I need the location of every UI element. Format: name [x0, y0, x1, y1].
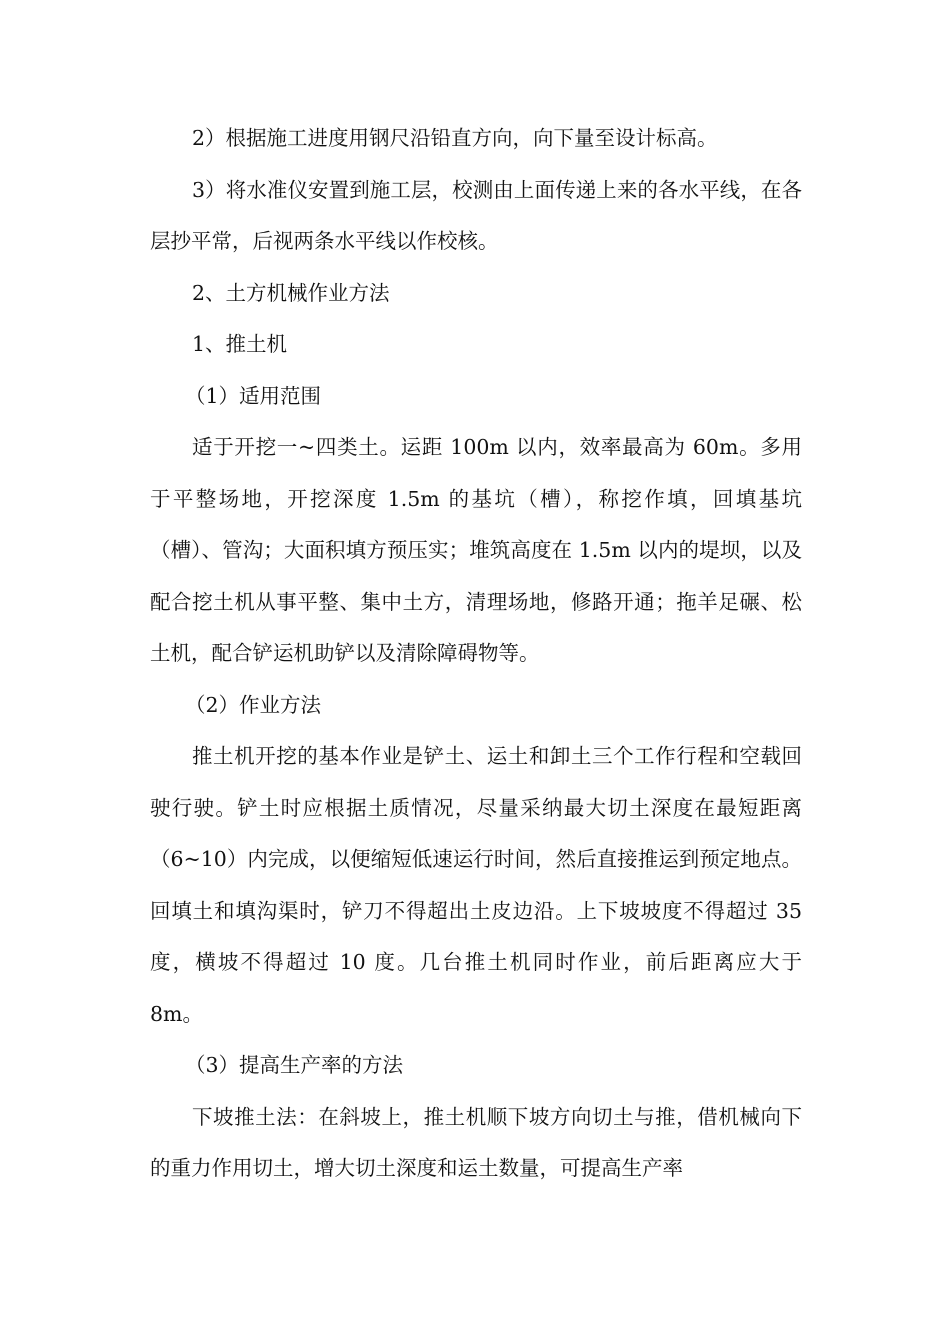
paragraph-operation-method: 推土机开挖的基本作业是铲土、运土和卸土三个工作行程和空载回驶行驶。铲土时应根据土质情况，尽量采纳最大切土深度在最短距离（6~10）内完成，以便缩短低速运行时间，然后直接推运到预定地点。回填土和填沟渠时，铲刀不得超出土皮边沿。上下坡坡度不得超过 35 度，横坡不得超过 10 度。几台推土机同时作业，前后距离应大于 8m。	[150, 744, 802, 1026]
section-heading-earthwork-methods: 2、土方机械作业方法	[192, 280, 390, 305]
subsection-heading-bulldozer: 1、推土机	[192, 332, 288, 356]
subheading-operation-method: （2）作业方法	[185, 692, 322, 717]
subheading-productivity-methods: （3）提高生产率的方法	[185, 1053, 404, 1077]
document-body	[150, 113, 802, 1195]
paragraph-scope: 适于开挖一~四类土。运距 100m 以内，效率最高为 60m。多用于平整场地，开挖深度 1.5m 的基坑（槽），称挖作填，回填基坑（槽）、管沟；大面积填方预压实；堆筑高度在 1.5m 以内的堤坝，以及配合挖土机从事平整、集中土方，清理场地，修路开通；拖羊足碾、松土机，配合铲运机助铲以及清除障碍物等。	[150, 435, 802, 665]
paragraph-step-3: 3）将水准仪安置到施工层，校测由上面传递上来的各水平线，在各层抄平常，后视两条水平线以作校核。	[150, 177, 802, 253]
subheading-scope: （1）适用范围	[185, 383, 322, 408]
paragraph-step-2: 2）根据施工进度用钢尺沿铅直方向，向下量至设计标高。	[192, 126, 718, 150]
paragraph-downhill-push: 下坡推土法：在斜坡上，推土机顺下坡方向切土与推，借机械向下的重力作用切土，增大切土深度和运土数量，可提高生产率	[150, 1104, 802, 1180]
